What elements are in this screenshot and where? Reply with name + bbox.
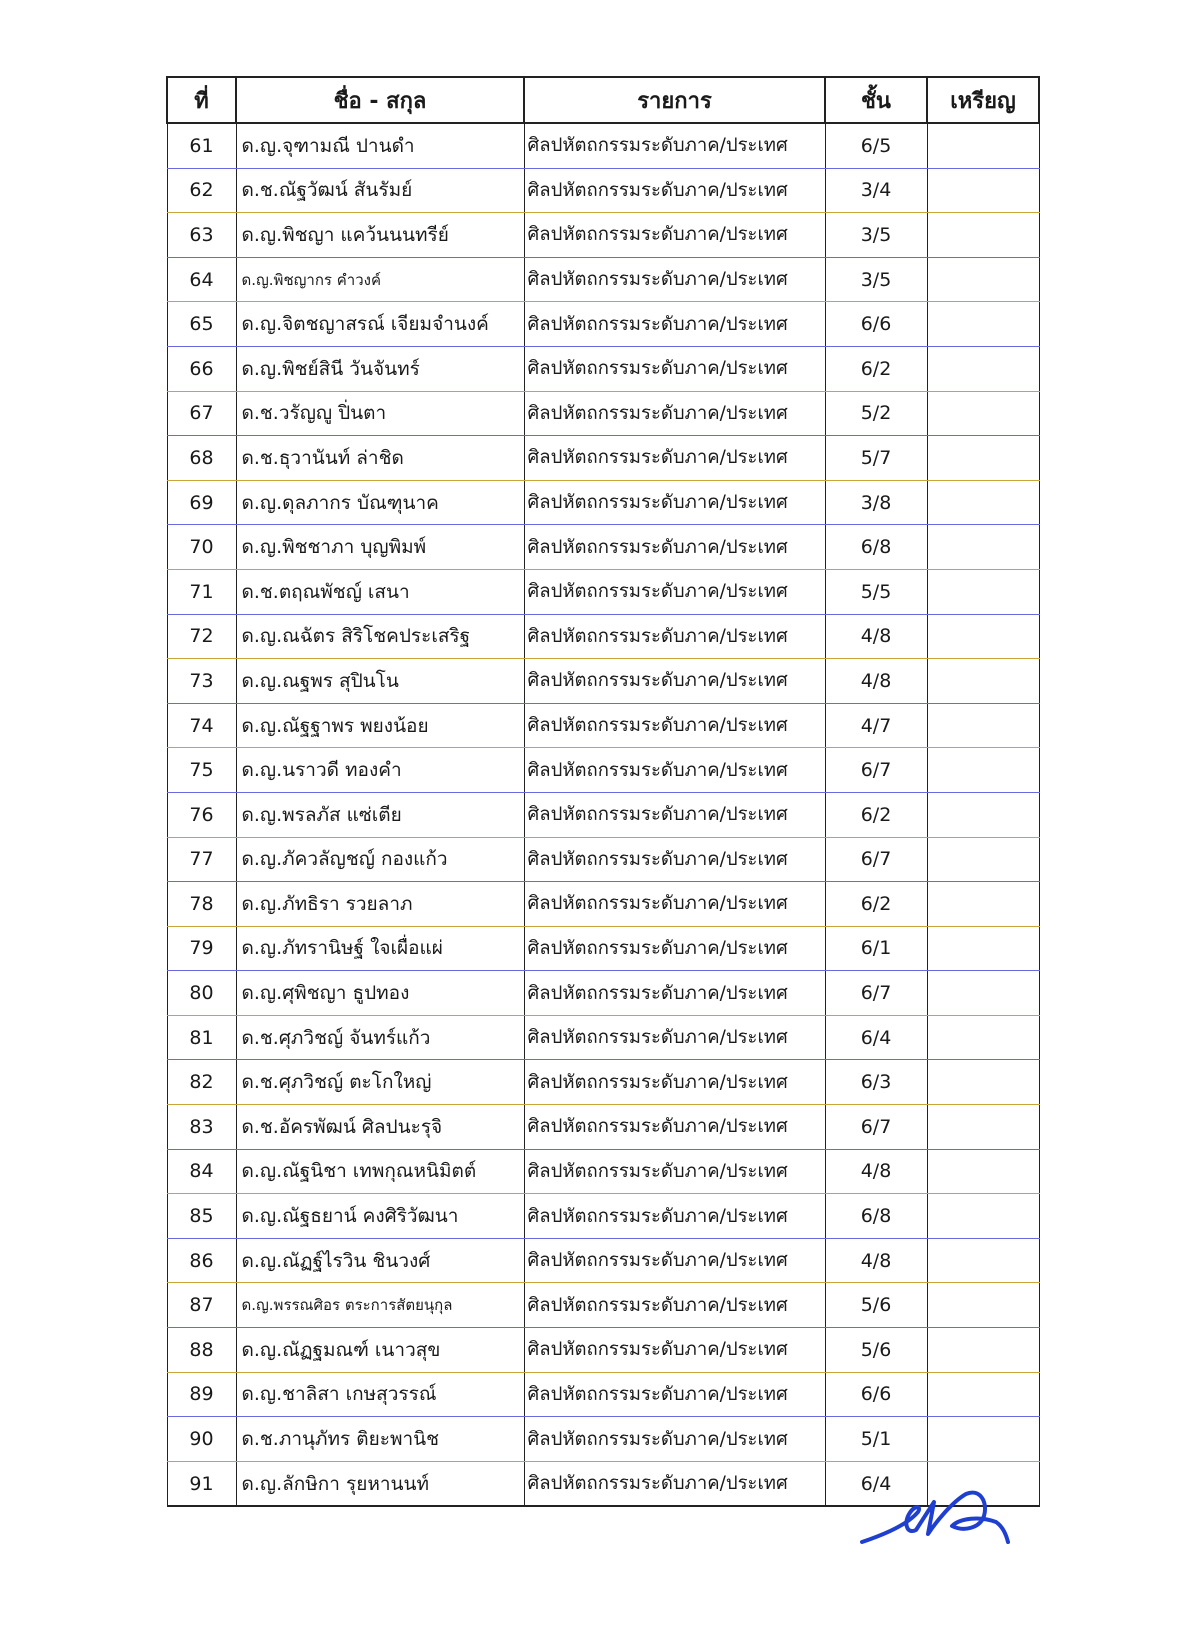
row-number: 79 xyxy=(167,926,236,971)
student-name: ด.ญ.ลักษิกา รุยหานนท์ xyxy=(236,1461,524,1506)
grade-class: 6/8 xyxy=(825,1194,927,1239)
medal-cell xyxy=(927,1105,1039,1150)
competition-item: ศิลปหัตถกรรมระดับภาค/ประเทศ xyxy=(524,302,825,347)
row-number: 85 xyxy=(167,1194,236,1239)
medal-cell xyxy=(927,257,1039,302)
medal-cell xyxy=(927,703,1039,748)
student-name: ด.ญ.ณัฐนิชา เทพกุณหนิมิตต์ xyxy=(236,1149,524,1194)
row-number: 70 xyxy=(167,525,236,570)
table-row xyxy=(167,569,1039,614)
student-name: ด.ช.วรัญญู ปิ่นตา xyxy=(236,391,524,436)
table-row xyxy=(167,659,1039,704)
grade-class: 6/1 xyxy=(825,926,927,971)
competition-item: ศิลปหัตถกรรมระดับภาค/ประเทศ xyxy=(524,391,825,436)
student-name: ด.ช.ศุภวิชญ์ จันทร์แก้ว xyxy=(236,1015,524,1060)
row-number: 89 xyxy=(167,1372,236,1417)
row-number: 67 xyxy=(167,391,236,436)
table-row xyxy=(167,882,1039,927)
competition-item: ศิลปหัตถกรรมระดับภาค/ประเทศ xyxy=(524,1372,825,1417)
header-medal: เหรียญ xyxy=(927,77,1039,123)
medal-cell xyxy=(927,213,1039,258)
grade-class: 6/4 xyxy=(825,1461,927,1506)
handwritten-signature xyxy=(856,1482,1016,1548)
table-row xyxy=(167,436,1039,481)
competition-item: ศิลปหัตถกรรมระดับภาค/ประเทศ xyxy=(524,882,825,927)
row-number: 81 xyxy=(167,1015,236,1060)
medal-cell xyxy=(927,1238,1039,1283)
row-number: 76 xyxy=(167,792,236,837)
header-item: รายการ xyxy=(524,77,825,123)
row-number: 87 xyxy=(167,1283,236,1328)
medal-cell xyxy=(927,436,1039,481)
table-row xyxy=(167,1283,1039,1328)
table-body xyxy=(167,123,1039,1506)
competition-item: ศิลปหัตถกรรมระดับภาค/ประเทศ xyxy=(524,1328,825,1373)
table-row xyxy=(167,213,1039,258)
student-name: ด.ช.ศุภวิชญ์ ตะโกใหญ่ xyxy=(236,1060,524,1105)
grade-class: 6/3 xyxy=(825,1060,927,1105)
competition-item: ศิลปหัตถกรรมระดับภาค/ประเทศ xyxy=(524,525,825,570)
table-row xyxy=(167,480,1039,525)
row-number: 62 xyxy=(167,168,236,213)
table-row xyxy=(167,1194,1039,1239)
table-row xyxy=(167,1417,1039,1462)
row-number: 83 xyxy=(167,1105,236,1150)
table-row xyxy=(167,971,1039,1016)
row-number: 69 xyxy=(167,480,236,525)
medal-cell xyxy=(927,1015,1039,1060)
medal-cell xyxy=(927,1328,1039,1373)
grade-class: 6/7 xyxy=(825,1105,927,1150)
competition-item: ศิลปหัตถกรรมระดับภาค/ประเทศ xyxy=(524,257,825,302)
grade-class: 5/7 xyxy=(825,436,927,481)
student-name: ด.ญ.ศุพิชญา ธูปทอง xyxy=(236,971,524,1016)
medal-cell xyxy=(927,792,1039,837)
grade-class: 5/5 xyxy=(825,569,927,614)
table-row xyxy=(167,837,1039,882)
student-name: ด.ญ.ภัควลัญชญ์ กองแก้ว xyxy=(236,837,524,882)
table-row xyxy=(167,168,1039,213)
medal-cell xyxy=(927,346,1039,391)
student-name: ด.ญ.จุฑามณี ปานดำ xyxy=(236,123,524,168)
grade-class: 6/5 xyxy=(825,123,927,168)
row-number: 61 xyxy=(167,123,236,168)
row-number: 72 xyxy=(167,614,236,659)
table-row xyxy=(167,1238,1039,1283)
table-row xyxy=(167,1149,1039,1194)
competition-item: ศิลปหัตถกรรมระดับภาค/ประเทศ xyxy=(524,837,825,882)
competition-item: ศิลปหัตถกรรมระดับภาค/ประเทศ xyxy=(524,569,825,614)
student-name: ด.ญ.ชาลิสา เกษสุวรรณ์ xyxy=(236,1372,524,1417)
table-row xyxy=(167,525,1039,570)
medal-cell xyxy=(927,302,1039,347)
competition-item: ศิลปหัตถกรรมระดับภาค/ประเทศ xyxy=(524,480,825,525)
competition-item: ศิลปหัตถกรรมระดับภาค/ประเทศ xyxy=(524,213,825,258)
competition-item: ศิลปหัตถกรรมระดับภาค/ประเทศ xyxy=(524,926,825,971)
grade-class: 4/8 xyxy=(825,1238,927,1283)
competition-item: ศิลปหัตถกรรมระดับภาค/ประเทศ xyxy=(524,1238,825,1283)
table-row xyxy=(167,614,1039,659)
student-name: ด.ญ.จิตชญาสรณ์ เจียมจำนงค์ xyxy=(236,302,524,347)
competition-item: ศิลปหัตถกรรมระดับภาค/ประเทศ xyxy=(524,659,825,704)
grade-class: 4/8 xyxy=(825,1149,927,1194)
competition-item: ศิลปหัตถกรรมระดับภาค/ประเทศ xyxy=(524,971,825,1016)
student-name: ด.ญ.ณัฏฐ์ไรวิน ชินวงศ์ xyxy=(236,1238,524,1283)
grade-class: 3/5 xyxy=(825,257,927,302)
table-row xyxy=(167,1060,1039,1105)
table-row xyxy=(167,302,1039,347)
row-number: 77 xyxy=(167,837,236,882)
table-row xyxy=(167,257,1039,302)
table-row xyxy=(167,1105,1039,1150)
row-number: 90 xyxy=(167,1417,236,1462)
row-number: 64 xyxy=(167,257,236,302)
competition-item: ศิลปหัตถกรรมระดับภาค/ประเทศ xyxy=(524,168,825,213)
medal-cell xyxy=(927,1417,1039,1462)
grade-class: 6/2 xyxy=(825,792,927,837)
medal-cell xyxy=(927,748,1039,793)
competition-item: ศิลปหัตถกรรมระดับภาค/ประเทศ xyxy=(524,436,825,481)
medal-cell xyxy=(927,1060,1039,1105)
table-row xyxy=(167,123,1039,168)
student-name: ด.ญ.พรลภัส แซ่เตีย xyxy=(236,792,524,837)
table-row xyxy=(167,1015,1039,1060)
competition-item: ศิลปหัตถกรรมระดับภาค/ประเทศ xyxy=(524,1149,825,1194)
competition-item: ศิลปหัตถกรรมระดับภาค/ประเทศ xyxy=(524,1060,825,1105)
medal-cell xyxy=(927,480,1039,525)
student-name: ด.ญ.ณัฏฐมณฑ์ เนาวสุข xyxy=(236,1328,524,1373)
medal-cell xyxy=(927,882,1039,927)
student-name: ด.ช.ธุวานันท์ ล่าชิด xyxy=(236,436,524,481)
medal-cell xyxy=(927,123,1039,168)
medal-cell xyxy=(927,1283,1039,1328)
student-name: ด.ญ.พิชญา แคว้นนนทรีย์ xyxy=(236,213,524,258)
header-grade: ชั้น xyxy=(825,77,927,123)
grade-class: 5/6 xyxy=(825,1283,927,1328)
grade-class: 3/4 xyxy=(825,168,927,213)
row-number: 78 xyxy=(167,882,236,927)
student-name: ด.ช.ตฤณพัชญ์ เสนา xyxy=(236,569,524,614)
competition-item: ศิลปหัตถกรรมระดับภาค/ประเทศ xyxy=(524,1461,825,1506)
medal-cell xyxy=(927,391,1039,436)
student-name: ด.ญ.พิชย์สินี วันจันทร์ xyxy=(236,346,524,391)
competition-item: ศิลปหัตถกรรมระดับภาค/ประเทศ xyxy=(524,1105,825,1150)
medal-cell xyxy=(927,926,1039,971)
table-row xyxy=(167,346,1039,391)
student-name: ด.ช.อัครพัฒน์ ศิลปนะรุจิ xyxy=(236,1105,524,1150)
student-name: ด.ญ.ณฐพร สุปินโน xyxy=(236,659,524,704)
grade-class: 4/7 xyxy=(825,703,927,748)
table-row xyxy=(167,748,1039,793)
row-number: 73 xyxy=(167,659,236,704)
competition-item: ศิลปหัตถกรรมระดับภาค/ประเทศ xyxy=(524,748,825,793)
grade-class: 6/4 xyxy=(825,1015,927,1060)
student-name: ด.ญ.พรรณศิอร ตระการสัตยนุกุล xyxy=(236,1283,524,1328)
header-row xyxy=(167,77,1039,123)
header-no: ที่ xyxy=(167,77,236,123)
student-name: ด.ช.ภานุภัทร ติยะพานิช xyxy=(236,1417,524,1462)
student-list-table-container xyxy=(166,76,1038,1507)
competition-item: ศิลปหัตถกรรมระดับภาค/ประเทศ xyxy=(524,1015,825,1060)
grade-class: 6/7 xyxy=(825,837,927,882)
competition-item: ศิลปหัตถกรรมระดับภาค/ประเทศ xyxy=(524,1417,825,1462)
grade-class: 6/7 xyxy=(825,748,927,793)
student-name: ด.ญ.พิชญากร คำวงค์ xyxy=(236,257,524,302)
grade-class: 6/8 xyxy=(825,525,927,570)
medal-cell xyxy=(927,1149,1039,1194)
medal-cell xyxy=(927,569,1039,614)
row-number: 68 xyxy=(167,436,236,481)
row-number: 88 xyxy=(167,1328,236,1373)
medal-cell xyxy=(927,837,1039,882)
grade-class: 4/8 xyxy=(825,614,927,659)
row-number: 66 xyxy=(167,346,236,391)
table-row xyxy=(167,926,1039,971)
grade-class: 5/2 xyxy=(825,391,927,436)
medal-cell xyxy=(927,971,1039,1016)
table-row xyxy=(167,1372,1039,1417)
table-row xyxy=(167,1328,1039,1373)
grade-class: 6/6 xyxy=(825,1372,927,1417)
table-header xyxy=(167,77,1039,123)
row-number: 84 xyxy=(167,1149,236,1194)
row-number: 65 xyxy=(167,302,236,347)
student-name: ด.ญ.นราวดี ทองคำ xyxy=(236,748,524,793)
competition-item: ศิลปหัตถกรรมระดับภาค/ประเทศ xyxy=(524,703,825,748)
medal-cell xyxy=(927,614,1039,659)
competition-item: ศิลปหัตถกรรมระดับภาค/ประเทศ xyxy=(524,614,825,659)
grade-class: 4/8 xyxy=(825,659,927,704)
competition-item: ศิลปหัตถกรรมระดับภาค/ประเทศ xyxy=(524,123,825,168)
medal-cell xyxy=(927,168,1039,213)
student-name: ด.ญ.ณฉัตร สิริโชคประเสริฐ xyxy=(236,614,524,659)
competition-item: ศิลปหัตถกรรมระดับภาค/ประเทศ xyxy=(524,1283,825,1328)
competition-item: ศิลปหัตถกรรมระดับภาค/ประเทศ xyxy=(524,346,825,391)
student-name: ด.ญ.ณัฐธยาน์ คงศิริวัฒนา xyxy=(236,1194,524,1239)
grade-class: 6/7 xyxy=(825,971,927,1016)
row-number: 91 xyxy=(167,1461,236,1506)
competition-item: ศิลปหัตถกรรมระดับภาค/ประเทศ xyxy=(524,1194,825,1239)
grade-class: 5/6 xyxy=(825,1328,927,1373)
student-name: ด.ญ.พิชชาภา บุญพิมพ์ xyxy=(236,525,524,570)
grade-class: 6/6 xyxy=(825,302,927,347)
grade-class: 6/2 xyxy=(825,346,927,391)
table-row xyxy=(167,391,1039,436)
grade-class: 3/8 xyxy=(825,480,927,525)
header-name: ชื่อ - สกุล xyxy=(236,77,524,123)
grade-class: 3/5 xyxy=(825,213,927,258)
row-number: 80 xyxy=(167,971,236,1016)
table-row xyxy=(167,703,1039,748)
row-number: 71 xyxy=(167,569,236,614)
row-number: 86 xyxy=(167,1238,236,1283)
student-name: ด.ญ.ภัทธิรา รวยลาภ xyxy=(236,882,524,927)
competition-item: ศิลปหัตถกรรมระดับภาค/ประเทศ xyxy=(524,792,825,837)
student-name: ด.ญ.ภัทรานิษฐ์ ใจเผื่อแผ่ xyxy=(236,926,524,971)
medal-cell xyxy=(927,1372,1039,1417)
student-name: ด.ญ.ดุลภากร บัณฑุนาค xyxy=(236,480,524,525)
row-number: 82 xyxy=(167,1060,236,1105)
student-list-table xyxy=(166,76,1040,1507)
row-number: 74 xyxy=(167,703,236,748)
medal-cell xyxy=(927,659,1039,704)
student-name: ด.ช.ณัฐวัฒน์ สันรัมย์ xyxy=(236,168,524,213)
row-number: 63 xyxy=(167,213,236,258)
row-number: 75 xyxy=(167,748,236,793)
student-name: ด.ญ.ณัฐฐาพร พยงน้อย xyxy=(236,703,524,748)
table-row xyxy=(167,792,1039,837)
grade-class: 5/1 xyxy=(825,1417,927,1462)
medal-cell xyxy=(927,525,1039,570)
medal-cell xyxy=(927,1194,1039,1239)
grade-class: 6/2 xyxy=(825,882,927,927)
